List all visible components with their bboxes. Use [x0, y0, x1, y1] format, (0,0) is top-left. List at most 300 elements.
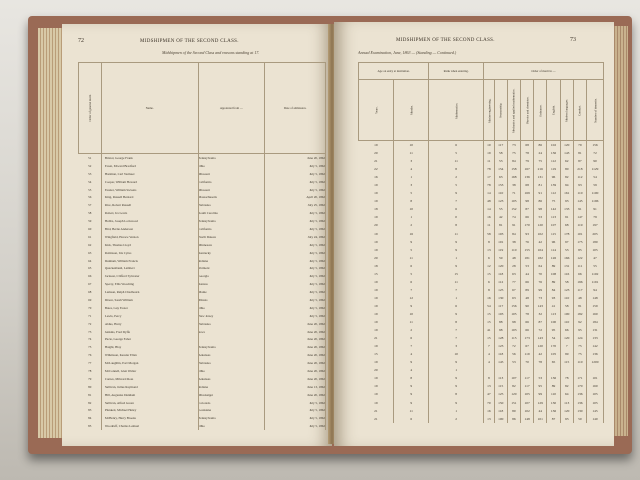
row-cell: 148: [521, 415, 534, 423]
row-date: July 24, 1862: [265, 233, 326, 241]
row-cell: 11: [394, 149, 429, 157]
row-cell: 105: [521, 390, 534, 398]
row-cell: 79: [587, 213, 604, 221]
row-cell: 128: [494, 334, 507, 342]
table-row: [359, 350, 604, 358]
row-date: June 20, 1862: [265, 343, 326, 351]
row-cell: 48: [507, 254, 520, 262]
row-cell: 19: [359, 197, 394, 205]
table-row: [359, 310, 604, 318]
row-cell: 10: [394, 205, 429, 213]
row-name: Hobbs, Joseph Lockwood: [101, 217, 198, 225]
row-order: 79: [79, 375, 102, 383]
row-cell: 32: [534, 310, 547, 318]
row-cell: 38: [507, 238, 520, 246]
row-cell: 53: [534, 374, 547, 382]
row-cell: 86: [534, 197, 547, 205]
row-name: Carnes, Milward Ross: [101, 375, 198, 383]
row-cell: 117: [521, 382, 534, 390]
row-cell: 70: [521, 358, 534, 366]
row-cell: 184: [587, 318, 604, 326]
row-cell: 78: [560, 374, 573, 382]
row-cell: 120: [494, 262, 507, 270]
row-cell: 50: [573, 415, 586, 423]
row-appointed-from: Maine: [198, 288, 265, 296]
row-cell: 1: [394, 213, 429, 221]
table-row: [79, 249, 326, 257]
row-date: July 5, 1862: [265, 296, 326, 304]
row-cell: 1196: [587, 197, 604, 205]
row-cell: 3: [429, 342, 484, 350]
column-header-name: Name.: [101, 63, 198, 154]
row-order: 78: [79, 367, 102, 375]
table-row: [359, 358, 604, 366]
row-cell: 118: [494, 270, 507, 278]
row-date: July 5, 1862: [265, 272, 326, 280]
row-cell: 159: [587, 302, 604, 310]
table-row: [79, 201, 326, 209]
table-row: [359, 238, 604, 246]
table-row: [79, 178, 326, 186]
group-header-rank: Rank when entering.: [429, 63, 484, 80]
row-date: July 5, 1862: [265, 209, 326, 217]
row-appointed-from: Kansas: [198, 280, 265, 288]
row-cell: 5: [429, 149, 484, 157]
row-cell: 4: [394, 350, 429, 358]
row-cell: 91: [507, 221, 520, 229]
row-cell: 84: [547, 286, 560, 294]
row-cell: 9: [429, 262, 484, 270]
row-cell: 15: [359, 270, 394, 278]
row-cell: 136: [547, 407, 560, 415]
row-name: Fessler, William Stevens: [101, 186, 198, 194]
row-cell: 78: [484, 181, 495, 189]
row-cell: 99: [534, 286, 547, 294]
row-cell: 104: [534, 246, 547, 254]
row-cell: 54: [484, 302, 495, 310]
row-cell: 117: [573, 286, 586, 294]
row-cell: 103: [507, 326, 520, 334]
table-row: [359, 286, 604, 294]
row-date: June 13, 1862: [265, 383, 326, 391]
row-cell: 125: [494, 390, 507, 398]
row-cell: 197: [587, 221, 604, 229]
row-cell: 113: [560, 399, 573, 407]
row-date: July 5, 1862: [265, 257, 326, 265]
row-cell: 11: [429, 278, 484, 286]
row-cell: 120: [560, 407, 573, 415]
row-cell: 19: [359, 238, 394, 246]
row-cell: [547, 366, 560, 374]
row-cell: 119: [573, 221, 586, 229]
row-cell: 48: [521, 294, 534, 302]
table-row: [79, 288, 326, 296]
row-cell: 112: [547, 189, 560, 197]
row-cell: 139: [547, 181, 560, 189]
row-cell: 98: [494, 326, 507, 334]
row-cell: 2: [429, 415, 484, 423]
row-cell: 48: [484, 197, 495, 205]
row-cell: 0: [429, 213, 484, 221]
row-cell: 38: [507, 181, 520, 189]
row-appointed-from: South Carolina: [198, 209, 265, 217]
row-cell: 95: [534, 382, 547, 390]
right-subtitle: Annual Examination, June, 1863 — (Standing — Continued.): [358, 50, 457, 55]
row-appointed-from: Ohio: [198, 162, 265, 170]
column-header-11: Number of demerits.: [587, 80, 604, 141]
left-page-number: 72: [78, 38, 84, 44]
row-cell: 48: [573, 294, 586, 302]
row-cell: 130: [494, 294, 507, 302]
row-order: 71: [79, 312, 102, 320]
row-cell: 110: [573, 189, 586, 197]
row-cell: 74: [507, 213, 520, 221]
row-date: July 5, 1862: [265, 407, 326, 415]
row-cell: 10: [484, 141, 495, 150]
row-cell: 7: [560, 342, 573, 350]
row-cell: 76: [521, 238, 534, 246]
row-date: June 20, 1862: [265, 320, 326, 328]
row-cell: 94: [587, 286, 604, 294]
row-cell: 73: [534, 294, 547, 302]
row-cell: 19: [359, 390, 394, 398]
row-cell: 19: [359, 181, 394, 189]
column-header-7: Ordnance.: [534, 80, 547, 141]
row-cell: [560, 366, 573, 374]
row-name: Bates, Guy Foster: [101, 304, 198, 312]
row-cell: 18: [359, 262, 394, 270]
row-cell: 15: [484, 270, 495, 278]
row-appointed-from: Pennsylvania: [198, 343, 265, 351]
row-order: 62: [79, 241, 102, 249]
row-cell: 77: [507, 278, 520, 286]
row-cell: 1100: [587, 189, 604, 197]
column-header-order: Order of general merit.: [79, 63, 102, 154]
row-cell: 131: [534, 173, 547, 181]
row-cell: 97: [560, 238, 573, 246]
row-cell: 76: [534, 278, 547, 286]
row-date: July 5, 1862: [265, 162, 326, 170]
row-cell: 112: [494, 278, 507, 286]
table-row: [359, 399, 604, 407]
row-cell: 42: [534, 238, 547, 246]
right-table-body: [359, 141, 604, 423]
row-appointed-from: Nebraska: [198, 320, 265, 328]
row-cell: 113: [547, 213, 560, 221]
row-cell: 110: [560, 294, 573, 302]
row-cell: 19: [359, 213, 394, 221]
row-cell: 80: [560, 165, 573, 173]
row-cell: 9: [429, 358, 484, 366]
left-roster-table: [78, 62, 326, 430]
row-cell: 100: [494, 415, 507, 423]
row-cell: 15: [484, 334, 495, 342]
row-cell: 20: [359, 221, 394, 229]
table-row: [79, 193, 326, 201]
row-cell: 180: [587, 238, 604, 246]
table-row: [359, 342, 604, 350]
row-date: July 5, 1862: [265, 264, 326, 272]
row-cell: 85: [573, 246, 586, 254]
row-appointed-from: Indiana: [198, 257, 265, 265]
row-cell: [521, 366, 534, 374]
row-name: McLaughlin, Earl Morgan: [101, 359, 198, 367]
row-cell: 20: [359, 254, 394, 262]
row-name: Hill, Augustus Dunham: [101, 391, 198, 399]
row-cell: 120: [507, 390, 520, 398]
row-cell: 21: [359, 415, 394, 423]
row-cell: 89: [521, 286, 534, 294]
row-cell: 70: [484, 399, 495, 407]
row-cell: 119: [547, 165, 560, 173]
row-date: July 5, 1862: [265, 186, 326, 194]
column-header-10: Conduct.: [573, 80, 586, 141]
row-date: July 5, 1862: [265, 422, 326, 430]
row-cell: 100: [560, 310, 573, 318]
row-cell: 136: [521, 173, 534, 181]
row-cell: 66: [521, 318, 534, 326]
row-cell: 119: [521, 350, 534, 358]
row-order: 54: [79, 178, 102, 186]
row-name: Wilkinson, Kessler Ellen: [101, 351, 198, 359]
row-cell: 79: [573, 141, 586, 150]
right-page: [334, 22, 614, 446]
row-order: 75: [79, 343, 102, 351]
row-cell: 102: [547, 141, 560, 150]
row-cell: 67: [507, 286, 520, 294]
table-row: [79, 407, 326, 415]
row-date: June 20, 1862: [265, 154, 326, 162]
row-cell: 14: [484, 189, 495, 197]
row-appointed-from: Georgia: [198, 272, 265, 280]
row-cell: 22: [359, 165, 394, 173]
row-cell: 71: [507, 189, 520, 197]
row-cell: 11: [394, 318, 429, 326]
row-name: Ewen, Edward Bradford: [101, 162, 198, 170]
table-row: [359, 278, 604, 286]
row-cell: 131: [560, 262, 573, 270]
row-cell: 93: [560, 415, 573, 423]
row-cell: 62: [560, 157, 573, 165]
row-name: Dunham, William Francis: [101, 257, 198, 265]
row-cell: 19: [359, 382, 394, 390]
row-cell: 218: [573, 165, 586, 173]
row-cell: 6: [429, 205, 484, 213]
table-row: [79, 304, 326, 312]
row-cell: 54: [587, 173, 604, 181]
row-order: 66: [79, 272, 102, 280]
row-cell: 72: [507, 342, 520, 350]
row-cell: 17: [484, 173, 495, 181]
row-appointed-from: Louisiana: [198, 407, 265, 415]
row-appointed-from: Ohio: [198, 422, 265, 430]
row-date: July 5, 1862: [265, 399, 326, 407]
row-cell: [507, 366, 520, 374]
row-cell: 28: [507, 262, 520, 270]
row-cell: 93: [573, 181, 586, 189]
table-row: [79, 257, 326, 265]
row-cell: 10: [394, 141, 429, 150]
row-cell: 125: [494, 286, 507, 294]
row-cell: 19: [359, 230, 394, 238]
row-order: 52: [79, 162, 102, 170]
column-header-9: Modern languages.: [560, 80, 573, 141]
row-cell: 65: [547, 358, 560, 366]
table-row: [79, 209, 326, 217]
table-row: [79, 335, 326, 343]
table-row: [79, 264, 326, 272]
table-row: [359, 246, 604, 254]
row-cell: 8: [394, 374, 429, 382]
row-cell: 173: [521, 334, 534, 342]
row-cell: 95: [573, 326, 586, 334]
table-row: [359, 390, 604, 398]
row-cell: 19: [359, 326, 394, 334]
row-cell: 16: [484, 407, 495, 415]
row-name: Lamson, Ralph Chadbourn: [101, 288, 198, 296]
row-cell: 91: [587, 205, 604, 213]
table-row: [359, 407, 604, 415]
row-appointed-from: Nebraska: [198, 359, 265, 367]
row-cell: 64: [534, 262, 547, 270]
row-cell: 101: [534, 415, 547, 423]
row-cell: 19: [359, 141, 394, 150]
table-row: [79, 359, 326, 367]
row-cell: 19: [359, 342, 394, 350]
row-cell: 19: [359, 286, 394, 294]
row-cell: 136: [573, 390, 586, 398]
row-cell: 7: [429, 326, 484, 334]
row-cell: 75: [507, 149, 520, 157]
row-cell: 63: [494, 173, 507, 181]
row-cell: 47: [484, 390, 495, 398]
row-cell: 4: [394, 165, 429, 173]
row-cell: 102: [521, 407, 534, 415]
column-header-2: Mathematics.: [429, 80, 484, 141]
row-cell: 42: [534, 350, 547, 358]
row-order: 61: [79, 233, 102, 241]
row-cell: 58: [484, 230, 495, 238]
row-appointed-from: Iowa: [198, 328, 265, 336]
row-cell: 19: [359, 310, 394, 318]
row-name: Jenkins, Fred Dyffe: [101, 328, 198, 336]
row-cell: 92: [573, 318, 586, 326]
row-cell: 89: [547, 278, 560, 286]
row-cell: 70: [534, 270, 547, 278]
row-cell: 129: [534, 399, 547, 407]
row-cell: 11: [429, 230, 484, 238]
row-cell: 6: [394, 262, 429, 270]
row-cell: 170: [573, 382, 586, 390]
row-cell: 124: [573, 334, 586, 342]
row-cell: 73: [507, 141, 520, 150]
table-row: [359, 302, 604, 310]
table-row: [359, 189, 604, 197]
table-row: [79, 391, 326, 399]
row-cell: 15: [429, 270, 484, 278]
row-cell: 66: [521, 278, 534, 286]
row-cell: 6: [394, 278, 429, 286]
row-cell: 21: [359, 407, 394, 415]
row-cell: 87: [534, 318, 547, 326]
row-date: June 20, 1862: [265, 328, 326, 336]
row-date: July 5, 1862: [265, 414, 326, 422]
row-order: 80: [79, 383, 102, 391]
row-cell: [573, 366, 586, 374]
row-cell: 182: [534, 254, 547, 262]
table-row: [359, 157, 604, 165]
row-cell: 160: [587, 382, 604, 390]
row-cell: 78: [534, 358, 547, 366]
row-cell: 120: [534, 221, 547, 229]
row-cell: 182: [573, 310, 586, 318]
row-date: June 20, 1862: [265, 359, 326, 367]
row-cell: 81: [534, 181, 547, 189]
row-cell: 143: [534, 334, 547, 342]
row-cell: 120: [534, 342, 547, 350]
row-name: Sperry, Ellis Woodring: [101, 280, 198, 288]
row-order: 77: [79, 359, 102, 367]
row-name: Pucie, George Faber: [101, 335, 198, 343]
row-cell: 5: [394, 189, 429, 197]
table-row: [359, 382, 604, 390]
row-cell: 136: [587, 350, 604, 358]
row-order: 85: [79, 422, 102, 430]
row-date: July 5, 1862: [265, 170, 326, 178]
row-cell: 9: [394, 399, 429, 407]
row-cell: 105: [587, 390, 604, 398]
row-appointed-from: Arkansas: [198, 375, 265, 383]
row-cell: 67: [521, 342, 534, 350]
row-cell: 89: [547, 262, 560, 270]
row-cell: 2: [394, 326, 429, 334]
row-cell: 4: [484, 358, 495, 366]
row-cell: 41: [484, 326, 495, 334]
row-cell: 148: [587, 294, 604, 302]
row-cell: 3: [394, 181, 429, 189]
table-row: [79, 383, 326, 391]
row-cell: 68: [560, 221, 573, 229]
row-cell: 1200: [587, 358, 604, 366]
row-cell: 82: [507, 382, 520, 390]
row-order: 82: [79, 399, 102, 407]
row-cell: 86: [507, 415, 520, 423]
row-cell: 101: [573, 230, 586, 238]
row-cell: 145: [494, 358, 507, 366]
table-row: [79, 328, 326, 336]
row-name: Rice, Robert Russell: [101, 201, 198, 209]
row-cell: [534, 366, 547, 374]
table-row: [79, 343, 326, 351]
row-cell: 118: [494, 350, 507, 358]
group-header-order-of-merit: Order of merit in —: [484, 63, 604, 80]
row-cell: 19: [359, 302, 394, 310]
row-date: July 5, 1862: [265, 249, 326, 257]
row-date: July 25, 1862: [265, 201, 326, 209]
row-cell: 3: [394, 157, 429, 165]
row-cell: 9: [394, 390, 429, 398]
row-appointed-from: Illinois: [198, 296, 265, 304]
row-appointed-from: Indiana: [198, 383, 265, 391]
row-name: Quackenbush, Lambert: [101, 264, 198, 272]
row-cell: 1191: [587, 278, 604, 286]
row-cell: 9: [429, 399, 484, 407]
column-header-0: Years.: [359, 80, 394, 141]
table-row: [359, 173, 604, 181]
row-cell: 20: [359, 366, 394, 374]
row-cell: 21: [359, 157, 394, 165]
row-cell: 82: [560, 382, 573, 390]
